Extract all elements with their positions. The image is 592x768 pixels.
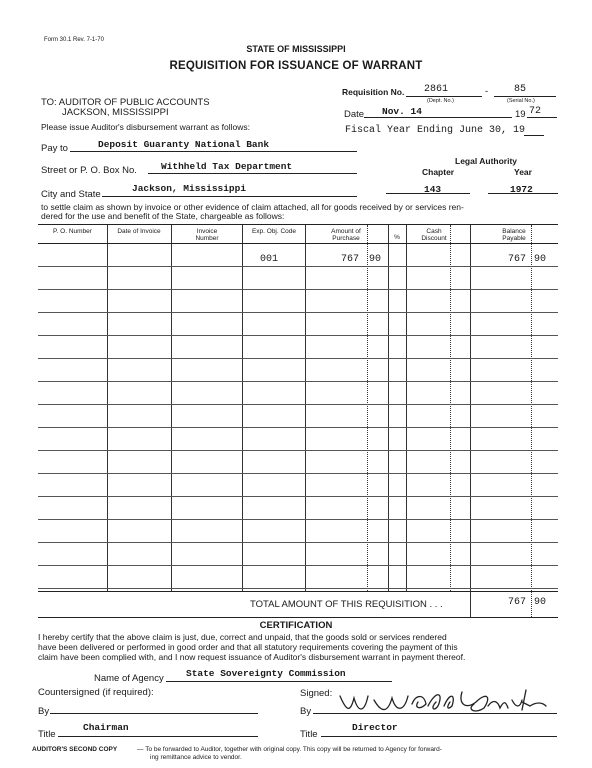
header-invoice-number: Invoice Number <box>195 228 219 242</box>
col-divider <box>305 225 306 591</box>
header-amount: Amount of Purchase <box>331 228 361 242</box>
table-row-rule <box>38 427 558 428</box>
col-divider <box>107 225 108 591</box>
countersigned-label: Countersigned (if required): <box>38 687 154 698</box>
footer-text-2: ing remittance advice to vendor. <box>150 754 242 761</box>
header-percent: % <box>394 234 400 241</box>
left-title-value: Chairman <box>83 722 129 733</box>
header-cash-discount: Cash Discount <box>421 228 447 242</box>
chapter-value: 143 <box>424 184 442 195</box>
total-cents: 90 <box>534 597 547 608</box>
total-rule <box>38 591 558 592</box>
requisition-label: Requisition No. <box>342 87 405 97</box>
table-row-rule <box>38 289 558 290</box>
agency-label: Name of Agency <box>94 673 164 684</box>
footer-text-1: — To be forwarded to Auditor, together with original copy. This copy will be returned to Agency for forward- <box>137 746 442 753</box>
to-line-2: JACKSON, MISSISSIPPI <box>62 107 169 118</box>
instruction-text: Please issue Auditor's disbursement warrant as follows: <box>41 122 251 132</box>
total-dollars: 767 <box>508 597 527 608</box>
date-line <box>364 117 512 118</box>
dept-no-value: 2861 <box>424 84 449 95</box>
serial-no-value: 85 <box>514 84 527 95</box>
form-number: Form 30.1 Rev. 7-1-70 <box>44 37 104 43</box>
cents-divider <box>531 225 532 617</box>
table-row-rule <box>38 358 558 359</box>
fiscal-year: Fiscal Year Ending June 30, 19 <box>345 125 526 136</box>
left-by-line <box>50 713 258 714</box>
footer-copy-label: AUDITOR'S SECOND COPY <box>32 746 118 753</box>
col-divider <box>171 225 172 591</box>
table-row-rule <box>38 542 558 543</box>
street-line <box>148 173 357 174</box>
year-label: Year <box>514 167 532 177</box>
certification-line-2: have been delivered or performed in good order and that all statutory requirements covering the payment of this <box>38 642 458 652</box>
pay-to-value: Deposit Guaranty National Bank <box>98 139 270 150</box>
table-row-rule <box>38 588 558 589</box>
signature <box>316 680 556 718</box>
chapter-label: Chapter <box>422 167 455 177</box>
serial-no-caption: (Serial No.) <box>507 98 535 104</box>
serial-no-line <box>494 96 556 97</box>
pay-to-line <box>70 151 357 152</box>
signed-label: Signed: <box>300 688 333 699</box>
row1-amount-dollars: 767 <box>341 254 360 265</box>
state-heading: STATE OF MISSISSIPPI <box>246 44 346 54</box>
to-line-1: TO: AUDITOR OF PUBLIC ACCOUNTS <box>41 97 210 108</box>
pay-to-label: Pay to <box>41 143 68 154</box>
row1-balance-cents: 90 <box>534 254 547 265</box>
settle-text-1: to settle claim as shown by invoice or other evidence of claim attached, all for goods received by or services ren- <box>41 202 464 212</box>
table-row-rule <box>38 496 558 497</box>
table-row-rule <box>38 565 558 566</box>
right-title-value: Director <box>352 722 398 733</box>
header-rule <box>38 243 558 244</box>
requisition-dash: - <box>485 86 489 97</box>
cents-divider <box>367 225 368 591</box>
total-label: TOTAL AMOUNT OF THIS REQUISITION . . . <box>250 599 443 610</box>
page-title: REQUISITION FOR ISSUANCE OF WARRANT <box>169 60 423 72</box>
table-row-rule <box>38 404 558 405</box>
header-po: P. O. Number <box>53 228 92 235</box>
table-row-rule <box>38 381 558 382</box>
legal-authority-label: Legal Authority <box>455 156 518 166</box>
city-line <box>102 196 357 197</box>
col-divider <box>388 225 389 591</box>
left-title-line <box>58 736 258 737</box>
city-value: Jackson, Mississippi <box>132 183 247 194</box>
certification-heading: CERTIFICATION <box>259 620 333 631</box>
certification-line-3: claim have been complied with, and I now request issuance of Auditor's disbursement warrant in payment thereof. <box>38 652 466 662</box>
left-by-label: By <box>38 706 50 717</box>
cents-divider <box>450 225 451 591</box>
table-row-rule <box>38 473 558 474</box>
header-balance: Balance Payable <box>502 228 526 242</box>
date-year-prefix: 19 <box>515 109 526 120</box>
table-row-rule <box>38 519 558 520</box>
street-label: Street or P. O. Box No. <box>41 165 137 176</box>
header-exp-code: Exp. Obj. Code <box>251 228 297 235</box>
year-line <box>488 193 558 194</box>
row1-exp-code: 001 <box>260 254 279 265</box>
dept-no-caption: (Dept. No.) <box>427 98 454 104</box>
line-items-table <box>38 224 558 618</box>
city-label: City and State <box>41 189 101 200</box>
table-row-rule <box>38 450 558 451</box>
right-title-label: Title <box>300 729 318 740</box>
left-title-label: Title <box>38 729 56 740</box>
col-divider <box>242 225 243 591</box>
chapter-line <box>386 193 470 194</box>
right-by-label: By <box>300 706 312 717</box>
date-year: 72 <box>529 106 542 117</box>
row1-balance-dollars: 767 <box>508 254 527 265</box>
fiscal-year-line <box>524 135 544 136</box>
table-row-rule <box>38 312 558 313</box>
table-row-rule <box>38 266 558 267</box>
date-value: Nov. 14 <box>382 106 422 117</box>
row1-amount-cents: 90 <box>369 254 382 265</box>
date-year-line <box>527 117 557 118</box>
col-divider <box>470 225 471 617</box>
certification-line-1: I hereby certify that the above claim is just, due, correct and unpaid, that the goods sold or services rendered <box>38 632 447 642</box>
col-divider <box>406 225 407 591</box>
dept-no-line <box>406 96 482 97</box>
year-value: 1972 <box>510 184 533 195</box>
street-value: Withheld Tax Department <box>161 161 293 172</box>
agency-value: State Sovereignty Commission <box>186 668 346 679</box>
table-row-rule <box>38 335 558 336</box>
right-title-line <box>321 736 557 737</box>
settle-text-2: dered for the use and benefit of the State, chargeable as follows: <box>41 211 285 221</box>
date-label: Date <box>344 109 365 120</box>
header-date-invoice: Date of Invoice <box>117 228 161 235</box>
